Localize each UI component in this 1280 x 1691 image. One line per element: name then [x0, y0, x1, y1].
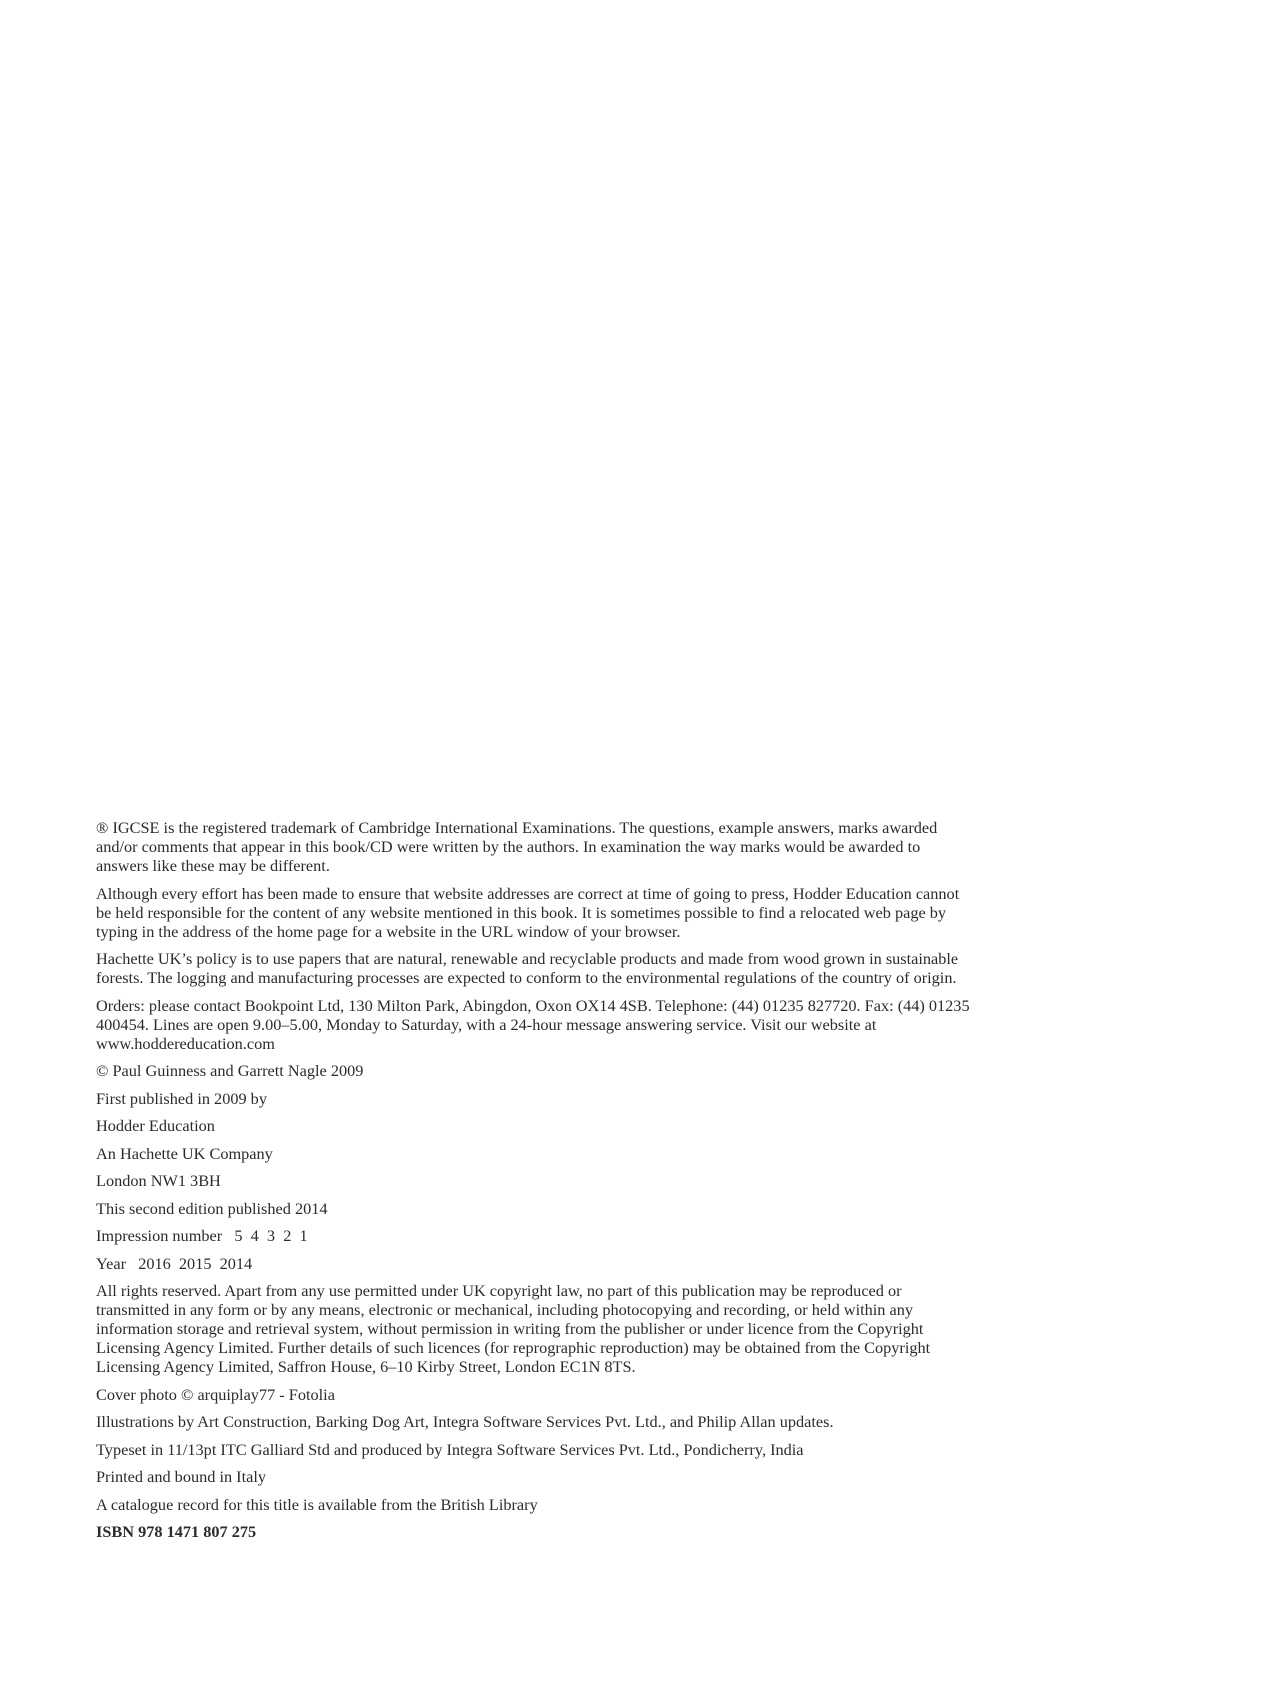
- website-disclaimer: Although every effort has been made to ensure that website addresses are correct at time of going to press, Hodder Education cannot be held responsible for the content of any website mentioned in this book. It is sometimes possible to find a relocated web page by typing in the address of the home page for a website in the URL window of your browser.: [96, 883, 960, 941]
- typeset-info: Typeset in 11/13pt ITC Galliard Std and produced by Integra Software Services Pvt. Ltd., Pondicherry, India: [96, 1439, 804, 1459]
- illustrations-credit: Illustrations by Art Construction, Barking Dog Art, Integra Software Services Pvt. Ltd., and Philip Allan updates.: [96, 1412, 834, 1431]
- copyright-line: © Paul Guinness and Garrett Nagle 2009: [96, 1061, 364, 1080]
- impression-year: Year 2016 2015 2014: [96, 1253, 253, 1273]
- impression-number: Impression number 5 4 3 2 1: [96, 1226, 308, 1245]
- printed-info: Printed and bound in Italy: [96, 1467, 267, 1486]
- paper-policy: Hachette UK’s policy is to use papers that are natural, renewable and recyclable products and made from wood grown in sustainable forests. The logging and manufacturing processes are expected to conform to the environmental regulations of the country of origin.: [96, 949, 959, 987]
- publisher-company: An Hachette UK Company: [96, 1143, 273, 1163]
- first-published: First published in 2009 by: [96, 1088, 267, 1108]
- catalogue-record: A catalogue record for this title is available from the British Library: [96, 1494, 538, 1514]
- publisher-location: London NW1 3BH: [96, 1171, 221, 1190]
- orders-info: Orders: please contact Bookpoint Ltd, 130 Milton Park, Abingdon, Oxon OX14 4SB. Telephone: (44) 01235 827720. Fax: (44) 01235 400454. Lines are open 9.00–5.00, Monday to Saturday, with a 24-hour message answering service. Visit our website at www.hoddereducation.com: [96, 995, 970, 1053]
- imprint-page: [96, 818, 976, 1550]
- second-edition: This second edition published 2014: [96, 1198, 328, 1218]
- isbn: ISBN 978 1471 807 275: [96, 1522, 257, 1541]
- trademark-notice: ® IGCSE is the registered trademark of Cambridge International Examinations. The questions, example answers, marks awarded and/or comments that appear in this book/CD were written by the authors. In examination the way marks would be awarded to answers like these may be different.: [96, 818, 938, 875]
- cover-photo-credit: Cover photo © arquiplay77 - Fotolia: [96, 1384, 335, 1404]
- rights-reserved: All rights reserved. Apart from any use permitted under UK copyright law, no part of this publication may be reproduced or transmitted in any form or by any means, electronic or mechanical, including photocopying and recording, or held within any information storage and retrieval system, without permission in writing from the publisher or under licence from the Copyright Licensing Agency Limited. Further details of such licences (for reprographic reproduction) may be obtained from the Copyright Licensing Agency Limited, Saffron House, 6–10 Kirby Street, London EC1N 8TS.: [96, 1281, 931, 1376]
- publisher-name: Hodder Education: [96, 1116, 215, 1135]
